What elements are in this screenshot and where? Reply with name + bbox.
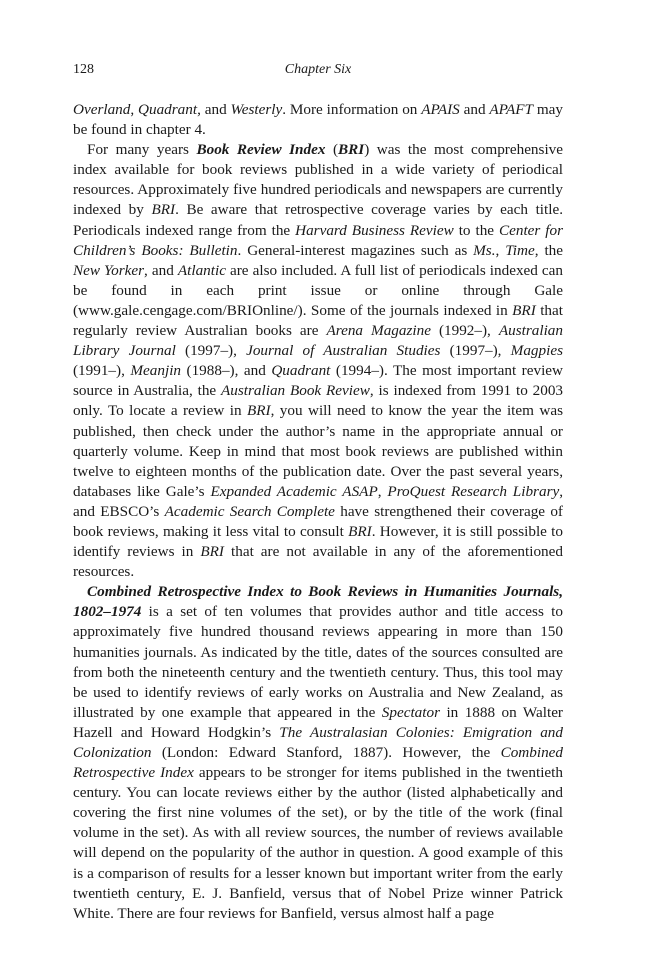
text-run: ( xyxy=(325,141,339,159)
italic-title: Magpies xyxy=(510,342,563,360)
text-run: have strengthened their coverage of book reviews, making it less vital to consult xyxy=(73,502,563,540)
running-head: Chapter Six xyxy=(284,62,352,77)
text-run: may be found in chapter 4. xyxy=(73,101,563,139)
italic-title: Arena Magazine xyxy=(326,322,431,340)
italic-title: New Yorker xyxy=(73,261,145,279)
text-run: that are not available in any of the aforementioned resources. xyxy=(73,543,563,581)
text-run: ) was the most comprehensive index available for book reviews published in a wide variety of periodical resources. Approximately five hundred periodicals and newspapers are currently indexed by xyxy=(73,141,563,219)
text-run: appears to be stronger for items published in the twentieth century. You can locate reviews either by the author (listed alphabetically and covering the first nine volumes of the set), or by the title of the work (final volume in the set). As with all review sources, the number of reviews available will depend on the popularity of the author in question. A good example of this is a comparison of results for a lesser known but important writer from the early twentieth century, E. J. Banfield, versus that of Nobel Prize winner Patrick White. There are four reviews for Banfield, versus almost half a page xyxy=(73,764,563,922)
text-run: , is indexed from 1991 to 2003 only. To locate a review in xyxy=(73,382,564,420)
paragraph xyxy=(73,100,563,140)
italic-title: Time xyxy=(505,241,535,259)
text-run: (1992–), xyxy=(430,322,499,340)
page-header xyxy=(73,62,563,82)
paragraph xyxy=(73,140,563,582)
text-run: , the xyxy=(534,241,563,259)
italic-title: Spectator xyxy=(381,703,441,721)
text-run: (1997–), xyxy=(175,342,247,360)
text-run: . More information on xyxy=(282,101,422,118)
text-run: is a set of ten volumes that provides author and title access to approximately five hundred thousand reviews appearing in more than 150 humanities journals. As indicated by the title, dates of the sources consulted are from both the nineteenth century and the twentieth century. Thus, this tool may be used to identify reviews of early works on Australia and New Zealand, as illustrated by one example that appeared in the xyxy=(73,603,563,721)
italic-title: Academic Search Complete xyxy=(164,502,335,520)
italic-title: Quadrant xyxy=(138,101,198,118)
text-run: to the xyxy=(453,221,499,239)
italic-title: Expanded Academic ASAP xyxy=(210,482,378,500)
text-run: , xyxy=(130,101,139,118)
italic-title: BRI xyxy=(246,402,271,420)
paragraph xyxy=(73,582,563,924)
italic-title: Harvard Business Review xyxy=(295,221,454,239)
italic-title: BRI xyxy=(200,543,224,561)
italic-title: Westerly xyxy=(230,101,283,118)
italic-title: APAFT xyxy=(489,101,533,118)
text-run: , and EBSCO’s xyxy=(73,482,564,520)
italic-title: Quadrant xyxy=(271,362,331,380)
bold-italic-title: BRI xyxy=(338,141,365,159)
body-text xyxy=(73,100,563,924)
text-run: (London: Edward Stanford, 1887). However, the xyxy=(151,744,501,761)
text-run: (1994–). The most important review source in Australia, the xyxy=(73,362,563,400)
italic-title: Meanjin xyxy=(130,362,182,380)
text-run: in 1888 on Walter Hazell and Howard Hodgkin’s xyxy=(73,703,563,741)
text-run: are also included. A full list of periodicals indexed can be found in each print issue or online through Gale (www.gale.cengage.com/BRIOnline/). Some of the journals indexed in xyxy=(73,261,563,319)
text-run: , xyxy=(495,241,506,259)
italic-title: Ms. xyxy=(473,241,496,259)
italic-title: Journal of Australian Studies xyxy=(246,342,441,360)
italic-title: Center for Children’s Books: Bulletin xyxy=(73,221,563,259)
bold-italic-title: Combined Retrospective Index to Book Reviews in Humanities Journals, 1802–1974 xyxy=(73,583,563,621)
italic-title: BRI xyxy=(151,201,176,219)
italic-title: Australian Book Review xyxy=(221,382,370,400)
page-number: 128 xyxy=(73,62,94,77)
text-run: that regularly review Australian books are xyxy=(73,301,563,340)
text-run: , and xyxy=(144,261,178,279)
text-run: . However, it is still possible to identify reviews in xyxy=(73,522,563,561)
book-page xyxy=(73,62,563,924)
italic-title: The Australasian Colonies: Emigration and Colonization xyxy=(73,723,563,761)
text-run: , xyxy=(377,482,388,500)
text-run: (1988–), and xyxy=(181,362,272,380)
text-run: , and xyxy=(197,101,231,118)
text-run: . Be aware that retrospective coverage varies by each title. Periodicals indexed range from the xyxy=(73,201,564,239)
bold-italic-title: Book Review Index xyxy=(196,141,326,159)
italic-title: APAIS xyxy=(421,101,460,118)
italic-title: BRI xyxy=(512,301,536,319)
italic-title: Overland xyxy=(73,101,131,118)
italic-title: BRI xyxy=(348,522,372,540)
italic-title: ProQuest Research Library xyxy=(387,482,560,500)
text-run: , you will need to know the year the item was published, then check under the author’s name in the appropriate annual or quarterly volume. Keep in mind that most book reviews are published within twelve to eighteen months of the publication date. Over the past several years, databases like Gale’s xyxy=(73,402,563,500)
italic-title: Atlantic xyxy=(177,261,226,279)
text-run: (1997–), xyxy=(440,342,511,360)
text-run: and xyxy=(459,101,490,118)
italic-title: Combined Retrospective Index xyxy=(73,744,563,782)
text-run: . General-interest magazines such as xyxy=(237,241,474,259)
italic-title: Australian Library Journal xyxy=(73,322,563,360)
text-run: (1991–), xyxy=(73,362,131,380)
text-run: For many years xyxy=(87,141,197,159)
